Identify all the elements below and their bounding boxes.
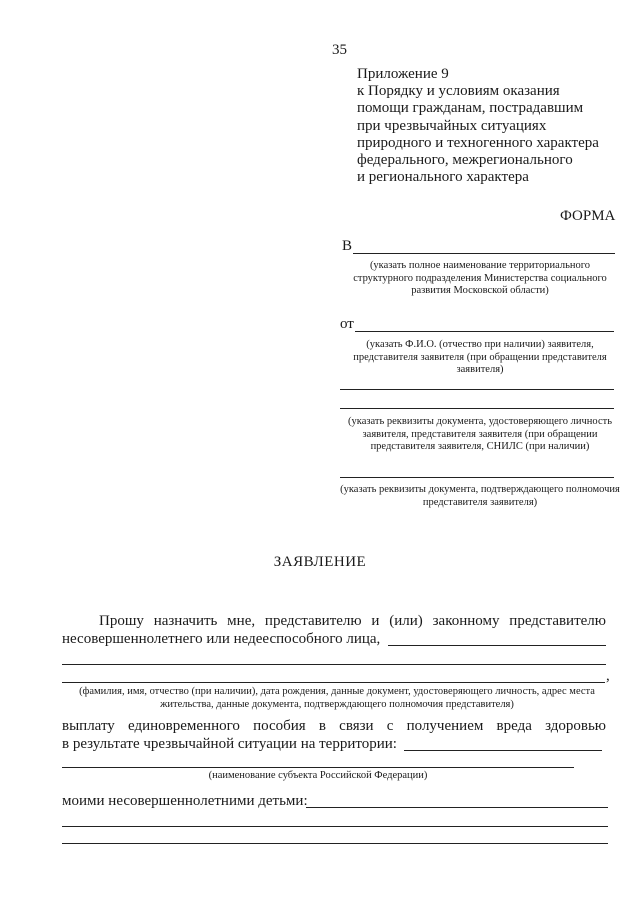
appendix-line: природного и техногенного характера	[357, 134, 599, 151]
children-field-line-2[interactable]	[62, 826, 608, 827]
document-field-line-1[interactable]	[340, 389, 614, 390]
appendix-line: при чрезвычайных ситуациях	[357, 117, 547, 134]
region-caption: (наименование субъекта Российской Федерации)	[208, 770, 428, 781]
from-caption: (указать Ф.И.О. (отчество при наличии) заявителя, представителя заявителя (при обращении представителя заявителя)	[353, 339, 607, 376]
from-prefix: от	[340, 316, 354, 332]
region-field-line-2[interactable]	[62, 767, 574, 768]
appendix-line: Приложение 9	[357, 66, 449, 82]
person-field-line-3[interactable]	[62, 682, 605, 683]
person-caption: (фамилия, имя, отчество (при наличии), дата рождения, данные документ, удостоверяющего личность, адрес места жительства, данные документа, подтверждающего полномочия представителя)	[79, 686, 595, 710]
document-field-line-2[interactable]	[340, 408, 614, 409]
page-number: 35	[332, 42, 347, 58]
to-caption: (указать полное наименование территориального структурного подразделения Министерства социального развития Московской области)	[353, 260, 607, 297]
document-caption: (указать реквизиты документа, удостоверяющего личность заявителя, представителя заявителя (при обращении представителя заявителя, СНИЛС (при наличии)	[348, 416, 612, 453]
request-line-1: Прошу назначить мне, представителю и (или) законному представителю	[99, 613, 606, 629]
authority-field[interactable]	[340, 477, 614, 478]
form-label: ФОРМА	[560, 208, 616, 224]
appendix-line: федерального, межрегионального	[357, 152, 573, 169]
person-field-comma: ,	[606, 668, 610, 684]
payment-line-2: в результате чрезвычайной ситуации на территории:	[62, 736, 397, 752]
from-field[interactable]	[355, 331, 614, 332]
payment-line-1: выплату единовременного пособия в связи с получением вреда здоровью	[62, 718, 606, 734]
appendix-line: помощи гражданам, пострадавшим	[357, 100, 584, 117]
request-line-2: несовершеннолетнего или недееспособного лица,	[62, 631, 381, 647]
appendix-line: и регионального характера	[357, 169, 529, 186]
region-field-inline[interactable]	[404, 750, 602, 751]
appendix-line: к Порядку и условиям оказания	[357, 83, 560, 100]
to-prefix: В	[342, 238, 353, 254]
to-field[interactable]	[353, 253, 615, 254]
document-title: ЗАЯВЛЕНИЕ	[273, 554, 367, 570]
children-label: моими несовершеннолетними детьми:	[62, 793, 308, 809]
person-field-line-2[interactable]	[62, 664, 606, 665]
authority-caption: (указать реквизиты документа, подтверждающего полномочия представителя заявителя)	[340, 484, 620, 508]
children-field-inline[interactable]	[306, 807, 608, 808]
person-field-inline[interactable]	[388, 645, 606, 646]
appendix-header	[357, 66, 627, 186]
children-field-line-3[interactable]	[62, 843, 608, 844]
